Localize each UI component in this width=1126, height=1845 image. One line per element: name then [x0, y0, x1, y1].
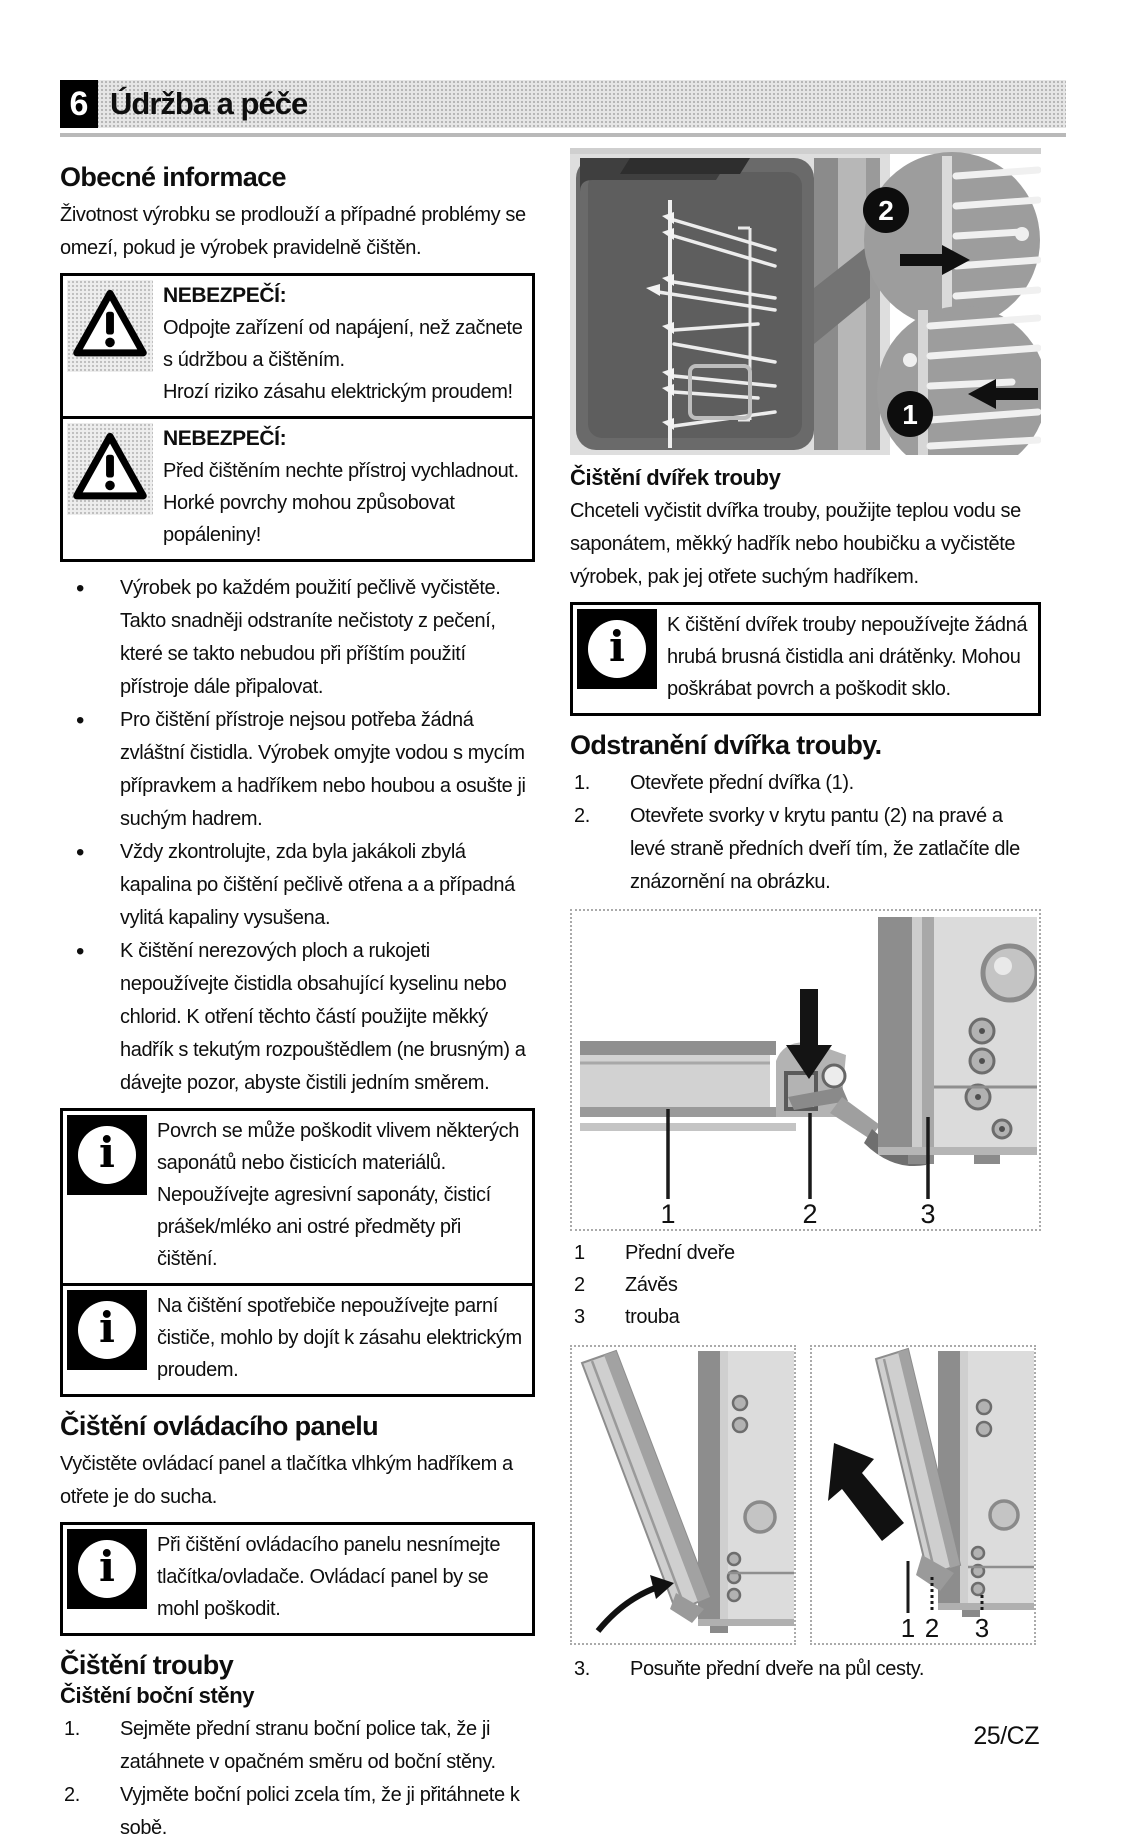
danger-line: Hrozí riziko zásahu elektrickým proudem!: [163, 381, 513, 403]
danger-title: NEBEZPEČÍ:: [163, 284, 287, 307]
warning-triangle-icon: [73, 432, 147, 507]
step-number: 2.: [64, 1784, 80, 1806]
step-3: [570, 1653, 1041, 1686]
danger-line: Odpojte zařízení od napájení, než začnete s údržbou a čištěním.: [163, 317, 523, 371]
danger-title: NEBEZPEČÍ:: [163, 427, 287, 450]
info-box: [60, 1283, 535, 1397]
info-icon: i: [67, 1290, 147, 1370]
section-heading-general-info: Obecné informace: [60, 162, 286, 192]
section-heading-control-panel: Čištění ovládacího panelu: [60, 1411, 379, 1441]
info-text: Při čištění ovládacího panelu nesnímejte tlačítka/ovladače. Ovládací panel by se mohl poškodit.: [157, 1534, 501, 1620]
legend-number: 1: [574, 1242, 585, 1264]
step-number: 2.: [574, 805, 590, 827]
figure-door-tilt-right: [810, 1345, 1036, 1645]
legend-number: 3: [574, 1306, 585, 1328]
step-text: Otevřete přední dvířka (1).: [630, 772, 854, 794]
info-box-stack: [570, 602, 1041, 716]
info-text: K čištění dvířek trouby nepoužívejte žádná hrubá brusná čistidla ani drátěnky. Mohou poškrábat povrch a poškodit sklo.: [667, 614, 1028, 700]
cleaning-bullet-list: [60, 572, 535, 1100]
chapter-number: 6: [60, 80, 98, 128]
step-number: 3.: [574, 1658, 590, 1680]
info-box-stack: [60, 1522, 535, 1636]
door-cleaning-body: Chceteli vyčistit dvířka trouby, použijte teplou vodu se saponátem, měkký hadřík nebo houbičku a vyčistěte výrobek, pak jej otřete suchým hadříkem.: [570, 500, 1021, 588]
step-text: Otevřete svorky v krytu pantu (2) na pravé a levé straně předních dveří tím, že zatlačíte dle znázornění na obrázku.: [630, 805, 1020, 893]
general-info-intro: Životnost výrobku se prodlouží a případné problémy se omezí, pokud je výrobek pravidelně čištěn.: [60, 204, 526, 259]
info-box: [60, 1522, 535, 1636]
danger-line: Horké povrchy mohou způsobovat popáleniny!: [163, 492, 455, 546]
figure-legend: [570, 1237, 1041, 1333]
figure-tilt-label-2: 2: [924, 1613, 940, 1643]
section-heading-door-removal: Odstranění dvířka trouby.: [570, 730, 882, 760]
step-number: 1.: [574, 772, 590, 794]
info-box-stack: [60, 1108, 535, 1397]
left-column: [60, 148, 535, 1845]
info-box: [60, 1108, 535, 1286]
bullet-text: • Pro čištění přístroje nejsou potřeba žádná zvláštní čistidla. Výrobek omyjte vodou s mycím přípravkem a hadříkem nebo houbou a osušte ji suchým hadrem.: [120, 709, 526, 830]
page-title: Údržba a péče: [110, 86, 308, 121]
info-text: Povrch se může poškodit vlivem některých saponátů nebo čisticích materiálů. Nepoužívejte agresivní saponáty, čisticí prášek/mléko ani ostré předměty při čištění.: [157, 1120, 519, 1270]
subheading-door-cleaning: Čištění dvířek trouby: [570, 465, 781, 490]
info-icon: i: [577, 609, 657, 689]
side-wall-steps: [60, 1713, 535, 1845]
page-number: 25/CZ: [973, 1722, 1039, 1750]
figure-hinge-label-1: 1: [660, 1199, 676, 1229]
figure-callout-1: 1: [902, 399, 918, 430]
legend-label: trouba: [625, 1306, 680, 1328]
subheading-side-wall: Čištění boční stěny: [60, 1683, 255, 1708]
figure-tilt-label-3: 3: [974, 1613, 990, 1643]
figure-door-tilt-left: [570, 1345, 796, 1645]
danger-box: [60, 273, 535, 419]
bullet-text: • Vždy zkontrolujte, zda byla jakákoli zbylá kapalina po čištění pečlivě otřena a a případná vylitá kapaliny vysušena.: [120, 841, 515, 929]
figure-oven-rack-callouts: [570, 148, 1041, 455]
legend-label: Přední dveře: [625, 1242, 735, 1264]
control-panel-body: Vyčistěte ovládací panel a tlačítka vlhkým hadříkem a otřete je do sucha.: [60, 1453, 513, 1508]
chapter-banner: [60, 80, 1066, 128]
right-column: [570, 148, 1041, 1845]
info-icon: i: [67, 1115, 147, 1195]
danger-line: Před čištěním nechte přístroj vychladnout.: [163, 460, 519, 482]
danger-box: [60, 416, 535, 562]
bullet-text: • Výrobek po každém použití pečlivě vyčistěte. Takto snadněji odstraníte nečistoty z pečení, které se takto nebudou při příštím použití přístroje dále připalovat.: [120, 577, 501, 698]
figure-callout-2: 2: [878, 195, 894, 226]
info-box: [570, 602, 1041, 716]
figure-hinge-label-2: 2: [802, 1199, 818, 1229]
section-heading-oven-cleaning: Čištění trouby: [60, 1650, 234, 1680]
figure-door-tilt-pair: [570, 1345, 1041, 1645]
info-text: Na čištění spotřebiče nepoužívejte parní čističe, mohlo by dojít k zásahu elektrickým proudem.: [157, 1295, 522, 1381]
step-number: 1.: [64, 1718, 80, 1740]
figure-hinge-label-3: 3: [920, 1199, 936, 1229]
step-text: Sejměte přední stranu boční police tak, že ji zatáhnete v opačném směru od boční stěny.: [120, 1718, 496, 1773]
figure-door-hinge: [570, 909, 1041, 1231]
manual-page: [60, 80, 1066, 1845]
legend-number: 2: [574, 1274, 585, 1296]
step-text: Posuňte přední dveře na půl cesty.: [630, 1658, 924, 1680]
danger-box-stack: [60, 273, 535, 562]
step-text: Vyjměte boční polici zcela tím, že ji přitáhnete k sobě.: [120, 1784, 520, 1839]
info-icon: i: [67, 1529, 147, 1609]
legend-label: Závěs: [625, 1274, 678, 1296]
warning-triangle-icon: [73, 289, 147, 364]
figure-tilt-label-1: 1: [900, 1613, 916, 1643]
bullet-text: • K čištění nerezových ploch a rukojeti nepoužívejte čistidla obsahující kyselinu nebo chlorid. K otření těchto částí použijte měkký hadřík s tekutým rozpouštědlem (ne brusným) a dávejte pozor, abyste čistili jedním směrem.: [120, 940, 526, 1094]
door-removal-steps: [570, 767, 1041, 899]
